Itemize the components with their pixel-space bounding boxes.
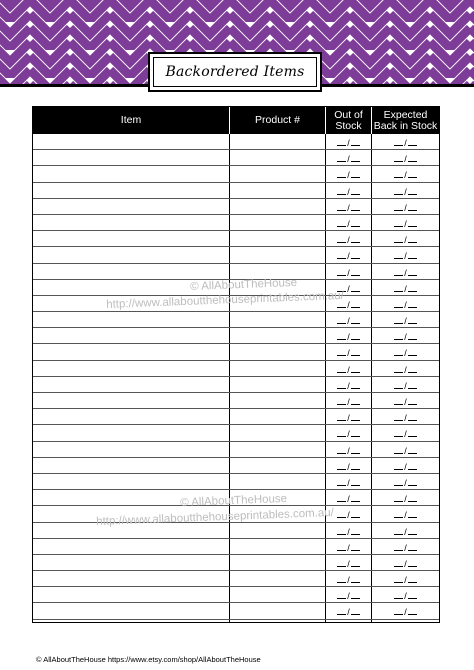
expected-back-date[interactable]: /: [372, 150, 439, 166]
out-of-stock-date[interactable]: /: [326, 425, 371, 441]
table-header: [33, 107, 439, 134]
backorder-table: [32, 106, 440, 623]
column-header-expected: Expected Back in Stock: [373, 108, 438, 132]
out-of-stock-date[interactable]: /: [326, 442, 371, 458]
expected-back-date[interactable]: /: [372, 264, 439, 280]
table-row[interactable]: [33, 134, 439, 150]
out-of-stock-date[interactable]: /: [326, 523, 371, 539]
expected-back-date[interactable]: /: [372, 344, 439, 360]
expected-back-date[interactable]: /: [372, 312, 439, 328]
out-of-stock-date[interactable]: /: [326, 458, 371, 474]
table-row[interactable]: [33, 393, 439, 409]
out-of-stock-date[interactable]: /: [326, 166, 371, 182]
table-row[interactable]: [33, 523, 439, 539]
out-of-stock-date[interactable]: /: [326, 490, 371, 506]
expected-back-date[interactable]: /: [372, 247, 439, 263]
expected-back-date[interactable]: /: [372, 215, 439, 231]
out-of-stock-date[interactable]: /: [326, 409, 371, 425]
expected-back-date[interactable]: /: [372, 506, 439, 522]
expected-back-date[interactable]: /: [372, 409, 439, 425]
out-of-stock-date[interactable]: /: [326, 247, 371, 263]
out-of-stock-date[interactable]: /: [326, 328, 371, 344]
out-of-stock-date[interactable]: /: [326, 474, 371, 490]
out-of-stock-date[interactable]: /: [326, 215, 371, 231]
table-row[interactable]: [33, 150, 439, 166]
expected-back-date[interactable]: /: [372, 328, 439, 344]
out-of-stock-date[interactable]: /: [326, 393, 371, 409]
watermark-url: http://www.allaboutthehouseprintables.com.au/: [106, 289, 345, 311]
table-row[interactable]: [33, 377, 439, 393]
table-row[interactable]: [33, 247, 439, 263]
table-row[interactable]: [33, 199, 439, 215]
out-of-stock-date[interactable]: /: [326, 506, 371, 522]
out-of-stock-date[interactable]: /: [326, 150, 371, 166]
out-of-stock-date[interactable]: /: [326, 587, 371, 603]
expected-back-date[interactable]: /: [372, 442, 439, 458]
expected-back-date[interactable]: /: [372, 231, 439, 247]
table-row[interactable]: [33, 361, 439, 377]
expected-back-date[interactable]: /: [372, 555, 439, 571]
out-of-stock-date[interactable]: /: [326, 264, 371, 280]
table-row[interactable]: [33, 425, 439, 441]
expected-back-date[interactable]: /: [372, 280, 439, 296]
out-of-stock-date[interactable]: /: [326, 571, 371, 587]
expected-back-date[interactable]: /: [372, 361, 439, 377]
out-of-stock-date[interactable]: /: [326, 134, 371, 150]
expected-back-date[interactable]: /: [372, 393, 439, 409]
table-body: [33, 134, 439, 620]
watermark-url: http://www.allaboutthehouseprintables.com.au/: [96, 506, 335, 528]
table-row[interactable]: [33, 442, 439, 458]
table-row[interactable]: [33, 409, 439, 425]
table-row[interactable]: [33, 215, 439, 231]
expected-back-date[interactable]: /: [372, 571, 439, 587]
table-row[interactable]: [33, 539, 439, 555]
expected-back-date[interactable]: /: [372, 134, 439, 150]
out-of-stock-date[interactable]: /: [326, 183, 371, 199]
expected-back-date[interactable]: /: [372, 166, 439, 182]
table-row[interactable]: [33, 328, 439, 344]
out-of-stock-date[interactable]: /: [326, 539, 371, 555]
table-row[interactable]: [33, 474, 439, 490]
expected-back-date[interactable]: /: [372, 199, 439, 215]
expected-back-date[interactable]: /: [372, 490, 439, 506]
table-row[interactable]: [33, 587, 439, 603]
out-of-stock-date[interactable]: /: [326, 361, 371, 377]
expected-back-date[interactable]: /: [372, 603, 439, 619]
out-of-stock-date[interactable]: /: [326, 296, 371, 312]
out-of-stock-date[interactable]: /: [326, 555, 371, 571]
expected-back-date[interactable]: /: [372, 523, 439, 539]
page-title: Backordered Items: [165, 64, 305, 80]
table-row[interactable]: [33, 312, 439, 328]
watermark-copyright: © AllAboutTheHouse: [190, 276, 298, 293]
table-row[interactable]: [33, 166, 439, 182]
out-of-stock-date[interactable]: /: [326, 603, 371, 619]
expected-back-date[interactable]: /: [372, 183, 439, 199]
column-header-out-of-stock: Out of Stock: [334, 108, 363, 132]
expected-back-date[interactable]: /: [372, 296, 439, 312]
table-row[interactable]: [33, 571, 439, 587]
expected-back-date[interactable]: /: [372, 458, 439, 474]
table-row[interactable]: [33, 458, 439, 474]
column-header-product: Product #: [255, 114, 300, 126]
out-of-stock-date[interactable]: /: [326, 312, 371, 328]
table-row[interactable]: [33, 344, 439, 360]
watermark-copyright: © AllAboutTheHouse: [180, 492, 288, 509]
table-row[interactable]: [33, 183, 439, 199]
title-box: [148, 52, 322, 92]
table-row[interactable]: [33, 264, 439, 280]
out-of-stock-date[interactable]: /: [326, 377, 371, 393]
table-row[interactable]: [33, 231, 439, 247]
expected-back-date[interactable]: /: [372, 539, 439, 555]
column-header-item: Item: [120, 114, 142, 126]
expected-back-date[interactable]: /: [372, 587, 439, 603]
footer-credit: © AllAboutTheHouse https://www.etsy.com/shop/AllAboutTheHouse: [36, 655, 261, 664]
table-row[interactable]: [33, 603, 439, 619]
table-row[interactable]: [33, 555, 439, 571]
expected-back-date[interactable]: /: [372, 474, 439, 490]
out-of-stock-date[interactable]: /: [326, 231, 371, 247]
out-of-stock-date[interactable]: /: [326, 199, 371, 215]
expected-back-date[interactable]: /: [372, 425, 439, 441]
out-of-stock-date[interactable]: /: [326, 280, 371, 296]
out-of-stock-date[interactable]: /: [326, 344, 371, 360]
expected-back-date[interactable]: /: [372, 377, 439, 393]
